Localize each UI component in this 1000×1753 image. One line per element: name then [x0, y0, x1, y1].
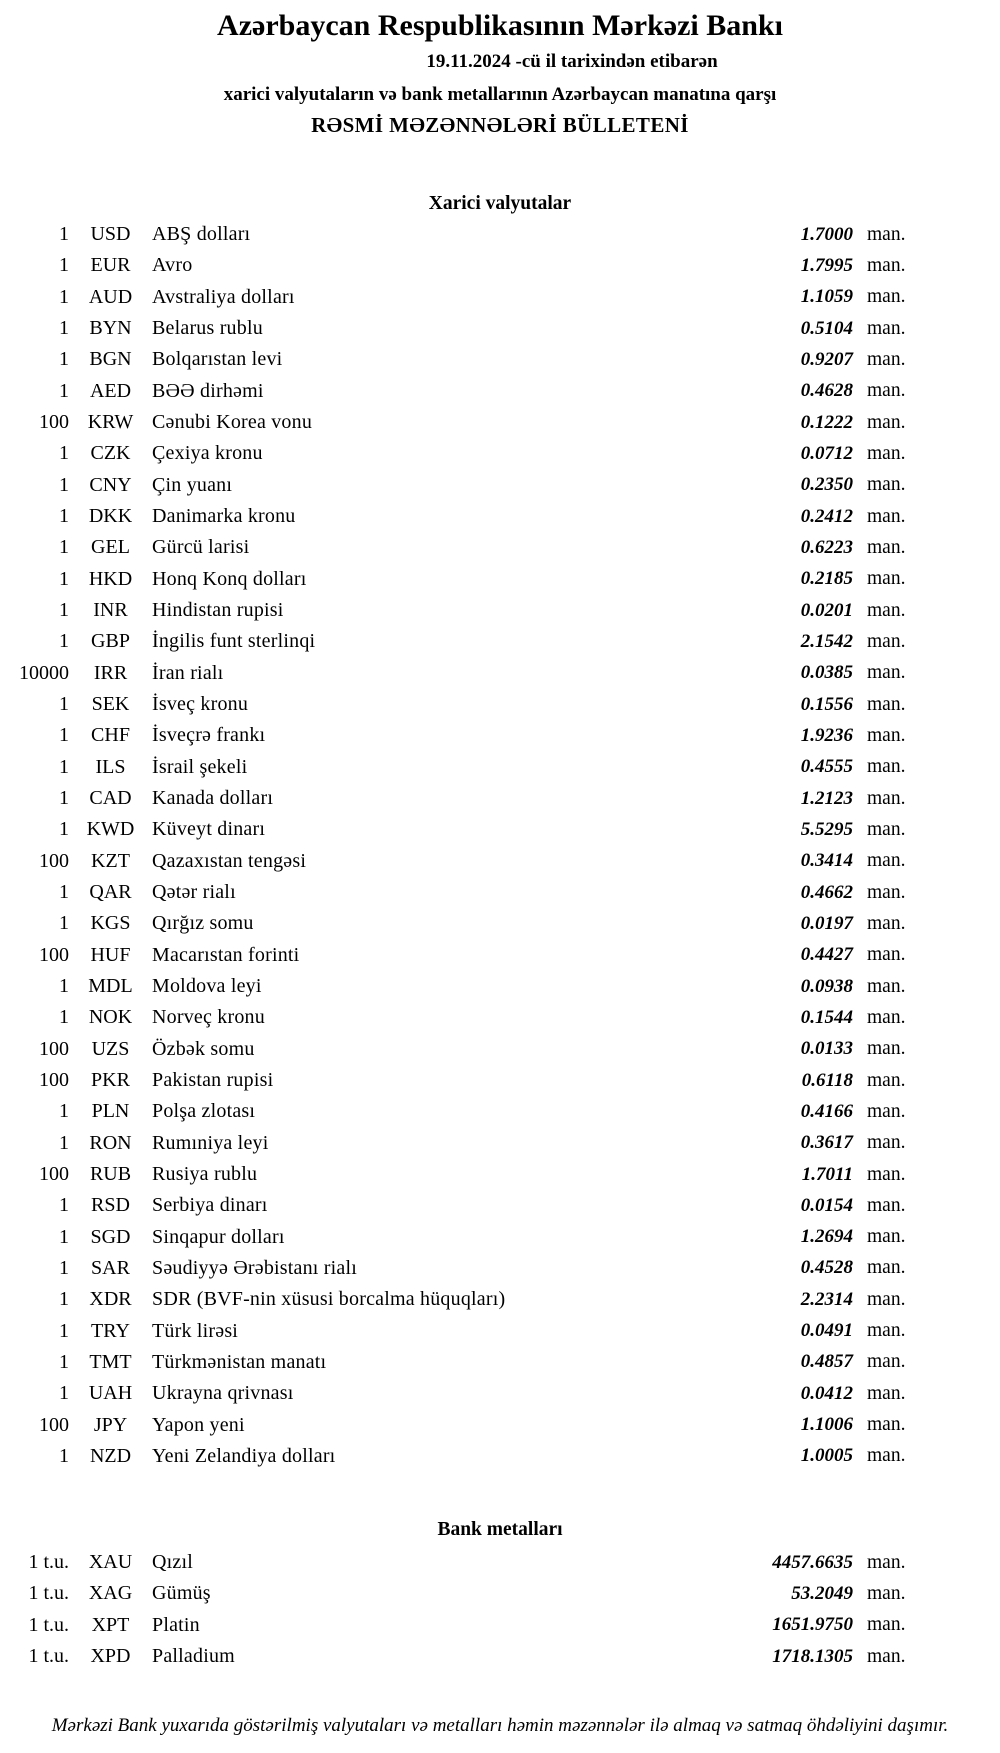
- currency-row: [0, 344, 1000, 375]
- currency-quantity: 1: [59, 881, 69, 904]
- currency-name: Bolqarıstan levi: [152, 348, 283, 371]
- currency-code: UAH: [88, 1382, 133, 1405]
- currency-rate: 0.3617: [800, 1132, 853, 1154]
- currency-code: KRW: [87, 411, 134, 434]
- currency-code: KGS: [90, 912, 131, 935]
- currency-quantity: 1: [59, 505, 69, 528]
- currency-quantity: 1: [59, 724, 69, 747]
- currency-rate: 0.9207: [800, 348, 853, 370]
- currency-unit: man.: [867, 1351, 906, 1373]
- currency-row: [0, 1315, 1000, 1346]
- currency-unit: man.: [867, 568, 906, 590]
- metal-rate: 1651.9750: [772, 1614, 853, 1636]
- currency-unit: man.: [867, 1257, 906, 1279]
- currency-rate: 0.2185: [800, 568, 853, 590]
- currency-name: Qırğız somu: [152, 912, 254, 935]
- currency-unit: man.: [867, 1226, 906, 1248]
- currency-code: QAR: [89, 881, 132, 904]
- currency-rate: 1.7995: [800, 254, 853, 276]
- currency-quantity: 1: [59, 630, 69, 653]
- currency-row: [0, 219, 1000, 250]
- bank-title: Azərbaycan Respublikasının Mərkəzi Bankı: [217, 9, 783, 42]
- currency-unit: man.: [867, 411, 906, 433]
- effective-date-line: 19.11.2024 -cü il tarixindən etibarən: [426, 51, 718, 72]
- currency-code: AED: [89, 379, 132, 402]
- currency-quantity: 1: [59, 348, 69, 371]
- currency-name: Ukrayna qrivnası: [152, 1382, 294, 1405]
- currency-row: [0, 940, 1000, 971]
- currency-name: Cənubi Korea vonu: [152, 411, 313, 434]
- currency-name: Pakistan rupisi: [152, 1069, 274, 1092]
- currency-unit: man.: [867, 442, 906, 464]
- currency-quantity: 1: [59, 254, 69, 277]
- currency-code: KZT: [91, 849, 130, 872]
- currency-unit: man.: [867, 1445, 906, 1467]
- currency-name: Norveç kronu: [152, 1006, 265, 1029]
- currency-quantity: 100: [39, 849, 69, 872]
- currency-unit: man.: [867, 881, 906, 903]
- currency-code: XDR: [89, 1288, 132, 1311]
- currency-row: [0, 720, 1000, 751]
- currency-unit: man.: [867, 944, 906, 966]
- currency-quantity: 1: [59, 975, 69, 998]
- currency-rate: 0.4166: [800, 1100, 853, 1122]
- currency-unit: man.: [867, 1163, 906, 1185]
- metal-rate: 53.2049: [791, 1582, 853, 1604]
- currency-unit: man.: [867, 474, 906, 496]
- currency-row: [0, 1096, 1000, 1127]
- currency-row: [0, 1253, 1000, 1284]
- currency-quantity: 1: [59, 693, 69, 716]
- currency-quantity: 1: [59, 223, 69, 246]
- currency-code: JPY: [93, 1413, 128, 1436]
- metal-quantity: 1 t.u.: [28, 1613, 69, 1636]
- currency-name: Belarus rublu: [152, 317, 263, 340]
- metal-row: [0, 1578, 1000, 1609]
- currency-row: [0, 1159, 1000, 1190]
- metal-unit: man.: [867, 1582, 906, 1604]
- disclaimer-text: Mərkəzi Bank yuxarıda göstərilmiş valyutaları və metalları həmin məzənnələr ilə almaq və satmaq öhdəliyini daşımır.: [51, 1715, 949, 1736]
- currency-unit: man.: [867, 975, 906, 997]
- metal-row: [0, 1641, 1000, 1672]
- currency-name: Danimarka kronu: [152, 505, 296, 528]
- currency-name: İsveç kronu: [152, 693, 249, 716]
- currency-name: Yapon yeni: [152, 1413, 245, 1436]
- currency-quantity: 1: [59, 285, 69, 308]
- currency-row: [0, 783, 1000, 814]
- currency-row: [0, 407, 1000, 438]
- currency-name: İsrail şekeli: [152, 755, 248, 778]
- currency-row: [0, 689, 1000, 720]
- currency-rate: 0.0385: [800, 662, 853, 684]
- currency-row: [0, 438, 1000, 469]
- currency-code: SAR: [91, 1256, 130, 1279]
- currency-unit: man.: [867, 1414, 906, 1436]
- currency-row: [0, 1190, 1000, 1221]
- currency-row: [0, 282, 1000, 313]
- metals-section-heading: Bank metalları: [437, 1519, 563, 1540]
- currency-code: AUD: [88, 285, 133, 308]
- currency-rate: 1.9236: [800, 724, 853, 746]
- currency-row: [0, 1347, 1000, 1378]
- currency-rate: 0.0197: [800, 912, 853, 934]
- currency-code: DKK: [88, 505, 133, 528]
- currency-name: Polşa zlotası: [152, 1100, 256, 1123]
- currency-row: [0, 376, 1000, 407]
- currency-code: CZK: [90, 442, 131, 465]
- currency-quantity: 1: [59, 317, 69, 340]
- metal-quantity: 1 t.u.: [28, 1645, 69, 1668]
- currency-row: [0, 532, 1000, 563]
- currency-unit: man.: [867, 850, 906, 872]
- currency-code: ILS: [95, 755, 126, 778]
- currency-code: TRY: [91, 1319, 130, 1342]
- currency-row: [0, 658, 1000, 689]
- currency-unit: man.: [867, 254, 906, 276]
- currency-quantity: 1: [59, 755, 69, 778]
- currency-name: Özbək somu: [152, 1037, 255, 1060]
- currency-name: Türkmənistan manatı: [152, 1350, 327, 1373]
- currency-rate: 0.0201: [800, 599, 853, 621]
- currency-rate: 0.0412: [800, 1382, 853, 1404]
- currency-row: [0, 470, 1000, 501]
- metal-code: XAG: [88, 1582, 133, 1605]
- currency-quantity: 1: [59, 912, 69, 935]
- currency-name: Hindistan rupisi: [152, 599, 284, 622]
- currency-code: HUF: [90, 943, 131, 966]
- currency-name: SDR (BVF-nin xüsusi borcalma hüquqları): [152, 1288, 506, 1311]
- currency-code: SGD: [90, 1225, 131, 1248]
- currency-unit: man.: [867, 1132, 906, 1154]
- currency-row: [0, 1034, 1000, 1065]
- currency-unit: man.: [867, 662, 906, 684]
- currency-code: RSD: [91, 1194, 130, 1217]
- currency-quantity: 1: [59, 1288, 69, 1311]
- currency-code: EUR: [90, 254, 131, 277]
- metal-name: Qızıl: [152, 1551, 193, 1574]
- currency-code: USD: [90, 223, 131, 246]
- currency-rate: 0.2350: [800, 474, 853, 496]
- currency-row: [0, 1128, 1000, 1159]
- currency-quantity: 1: [59, 536, 69, 559]
- currency-rate: 1.2694: [800, 1226, 853, 1248]
- metal-unit: man.: [867, 1614, 906, 1636]
- currency-quantity: 10000: [19, 661, 69, 684]
- currency-row: [0, 626, 1000, 657]
- currency-row: [0, 564, 1000, 595]
- currency-code: MDL: [88, 975, 133, 998]
- bulletin-title: RƏSMİ MƏZƏNNƏLƏRİ BÜLLETENİ: [311, 113, 689, 137]
- metal-quantity: 1 t.u.: [28, 1582, 69, 1605]
- currency-rate: 1.2123: [800, 787, 853, 809]
- currency-code: RUB: [89, 1163, 132, 1185]
- metal-unit: man.: [867, 1645, 906, 1667]
- currency-row: [0, 814, 1000, 845]
- currency-row: [0, 313, 1000, 344]
- currency-name: Qazaxıstan tengəsi: [152, 849, 307, 872]
- currency-rate: 0.4555: [800, 756, 853, 778]
- currency-rate: 0.6223: [800, 536, 853, 558]
- currency-unit: man.: [867, 1100, 906, 1122]
- currency-unit: man.: [867, 1320, 906, 1342]
- currency-row: [0, 908, 1000, 939]
- currency-rate: 1.0005: [800, 1445, 853, 1467]
- currency-unit: man.: [867, 286, 906, 308]
- metal-rate: 1718.1305: [772, 1645, 853, 1667]
- currency-quantity: 100: [39, 411, 69, 434]
- currency-rate: 0.1222: [800, 411, 853, 433]
- currency-unit: man.: [867, 693, 906, 715]
- currency-quantity: 100: [39, 1037, 69, 1060]
- currency-name: Serbiya dinarı: [152, 1194, 268, 1217]
- currency-row: [0, 971, 1000, 1002]
- currency-rate: 0.4662: [800, 881, 853, 903]
- currency-rate: 1.7011: [801, 1163, 853, 1185]
- currency-unit: man.: [867, 1069, 906, 1091]
- currency-name: Çexiya kronu: [152, 442, 263, 465]
- currency-quantity: 1: [59, 1006, 69, 1029]
- currency-name: Moldova leyi: [152, 975, 262, 998]
- metal-row: [0, 1547, 1000, 1578]
- currency-rate: 0.3414: [800, 850, 853, 872]
- currency-name: BƏƏ dirhəmi: [152, 379, 264, 402]
- currency-name: Türk lirəsi: [152, 1319, 239, 1342]
- currency-rate: 1.1006: [800, 1414, 853, 1436]
- scope-line: xarici valyutaların və bank metallarının Azərbaycan manatına qarşı: [223, 84, 777, 105]
- currency-unit: man.: [867, 505, 906, 527]
- metals-table: [0, 1547, 1000, 1672]
- currency-name: Rumıniya leyi: [152, 1131, 269, 1154]
- currency-code: HKD: [88, 567, 133, 590]
- currencies-section-heading: Xarici valyutalar: [428, 193, 572, 214]
- currency-rate: 0.4857: [800, 1351, 853, 1373]
- currency-code: GBP: [91, 630, 130, 653]
- metal-name: Platin: [152, 1613, 200, 1636]
- currency-row: [0, 501, 1000, 532]
- currency-quantity: 1: [59, 599, 69, 622]
- currency-unit: man.: [867, 724, 906, 746]
- currency-quantity: 1: [59, 1350, 69, 1373]
- currency-rate: 0.4427: [800, 944, 853, 966]
- currency-name: Macarıstan forinti: [152, 943, 300, 966]
- currency-rate: 0.2412: [800, 505, 853, 527]
- currency-code: NOK: [88, 1006, 133, 1029]
- currency-name: Yeni Zelandiya dolları: [152, 1444, 336, 1467]
- currency-row: [0, 595, 1000, 626]
- currency-rate: 1.7000: [800, 223, 853, 245]
- currency-unit: man.: [867, 756, 906, 778]
- currency-quantity: 1: [59, 1225, 69, 1248]
- currency-quantity: 100: [39, 1413, 69, 1436]
- currency-code: CHF: [91, 724, 130, 747]
- currency-name: İran rialı: [152, 661, 224, 684]
- currency-quantity: 1: [59, 1100, 69, 1123]
- currency-name: Sinqapur dolları: [152, 1225, 285, 1248]
- metal-code: XPT: [91, 1613, 130, 1636]
- currency-rate: 0.0491: [800, 1320, 853, 1342]
- currency-name: Qətər rialı: [152, 881, 236, 904]
- currency-unit: man.: [867, 1382, 906, 1404]
- currency-rate: 0.1544: [800, 1006, 853, 1028]
- currency-unit: man.: [867, 818, 906, 840]
- metal-code: XAU: [88, 1551, 133, 1574]
- currency-code: BGN: [89, 348, 132, 371]
- currency-name: İsveçrə frankı: [152, 724, 266, 747]
- metal-row: [0, 1610, 1000, 1641]
- currency-name: Honq Konq dolları: [152, 567, 307, 590]
- currencies-table: [0, 219, 1000, 1472]
- currency-row: [0, 752, 1000, 783]
- currency-quantity: 1: [59, 1194, 69, 1217]
- currency-unit: man.: [867, 912, 906, 934]
- currency-code: NZD: [89, 1444, 132, 1467]
- currency-row: [0, 1378, 1000, 1409]
- currency-row: [0, 877, 1000, 908]
- currency-rate: 2.1542: [800, 630, 853, 652]
- currency-quantity: 1: [59, 1382, 69, 1405]
- currency-name: Rusiya rublu: [152, 1163, 258, 1185]
- currency-unit: man.: [867, 536, 906, 558]
- currency-code: KWD: [86, 818, 135, 841]
- currency-rate: 0.5104: [800, 317, 853, 339]
- currency-quantity: 1: [59, 379, 69, 402]
- currency-quantity: 1: [59, 1444, 69, 1467]
- currency-name: Səudiyyə Ərəbistanı rialı: [152, 1256, 357, 1279]
- currency-quantity: 100: [39, 1069, 69, 1092]
- currency-code: IRR: [93, 661, 128, 684]
- currency-name: Avstraliya dolları: [152, 285, 295, 308]
- metal-rate: 4457.6635: [772, 1551, 853, 1573]
- currency-rate: 0.0712: [800, 442, 853, 464]
- currency-code: PLN: [91, 1100, 130, 1123]
- currency-code: UZS: [91, 1037, 130, 1060]
- currency-code: PKR: [91, 1069, 130, 1092]
- currency-quantity: 100: [39, 943, 69, 966]
- metal-code: XPD: [90, 1645, 131, 1668]
- currency-row: [0, 1284, 1000, 1315]
- currency-code: SEK: [91, 693, 130, 716]
- currency-quantity: 1: [59, 1319, 69, 1342]
- currency-unit: man.: [867, 1006, 906, 1028]
- currency-rate: 0.1556: [800, 693, 853, 715]
- currency-quantity: 1: [59, 1131, 69, 1154]
- currency-code: CNY: [89, 473, 132, 496]
- currency-rate: 0.0133: [800, 1038, 853, 1060]
- currency-quantity: 1: [59, 787, 69, 810]
- currency-row: [0, 1002, 1000, 1033]
- metal-name: Gümüş: [152, 1582, 211, 1605]
- currency-unit: man.: [867, 380, 906, 402]
- metal-name: Palladium: [152, 1645, 235, 1668]
- currency-quantity: 1: [59, 442, 69, 465]
- currency-rate: 5.5295: [800, 818, 853, 840]
- currency-name: Kanada dolları: [152, 787, 274, 810]
- currency-row: [0, 250, 1000, 281]
- metal-quantity: 1 t.u.: [28, 1551, 69, 1574]
- currency-name: Küveyt dinarı: [152, 818, 266, 841]
- currency-rate: 0.4628: [800, 380, 853, 402]
- currency-code: CAD: [89, 787, 132, 810]
- currency-name: Gürcü larisi: [152, 536, 250, 559]
- currency-quantity: 1: [59, 1256, 69, 1279]
- currency-name: İngilis funt sterlinqi: [152, 630, 316, 653]
- currency-code: GEL: [91, 536, 130, 559]
- currency-unit: man.: [867, 317, 906, 339]
- currency-row: [0, 1441, 1000, 1472]
- currency-rate: 0.0938: [800, 975, 853, 997]
- currency-rate: 0.0154: [800, 1194, 853, 1216]
- currency-code: BYN: [89, 317, 132, 340]
- currency-row: [0, 1409, 1000, 1440]
- currency-row: [0, 1065, 1000, 1096]
- currency-rate: 0.4528: [800, 1257, 853, 1279]
- currency-unit: man.: [867, 1288, 906, 1310]
- currency-rate: 2.2314: [800, 1288, 853, 1310]
- currency-name: Çin yuanı: [152, 473, 233, 496]
- currency-unit: man.: [867, 1194, 906, 1216]
- currency-unit: man.: [867, 223, 906, 245]
- metal-unit: man.: [867, 1551, 906, 1573]
- currency-name: Avro: [152, 254, 193, 277]
- currency-unit: man.: [867, 630, 906, 652]
- currency-quantity: 100: [39, 1163, 69, 1185]
- currency-quantity: 1: [59, 567, 69, 590]
- currency-row: [0, 1222, 1000, 1253]
- currency-quantity: 1: [59, 818, 69, 841]
- currency-quantity: 1: [59, 473, 69, 496]
- currency-code: RON: [89, 1131, 132, 1154]
- currency-row: [0, 846, 1000, 877]
- currency-unit: man.: [867, 348, 906, 370]
- currency-unit: man.: [867, 1038, 906, 1060]
- currency-unit: man.: [867, 599, 906, 621]
- currency-rate: 0.6118: [801, 1069, 853, 1091]
- currency-unit: man.: [867, 787, 906, 809]
- currency-code: INR: [93, 599, 128, 622]
- currency-code: TMT: [89, 1350, 132, 1373]
- currency-name: ABŞ dolları: [152, 223, 251, 246]
- currency-rate: 1.1059: [800, 286, 853, 308]
